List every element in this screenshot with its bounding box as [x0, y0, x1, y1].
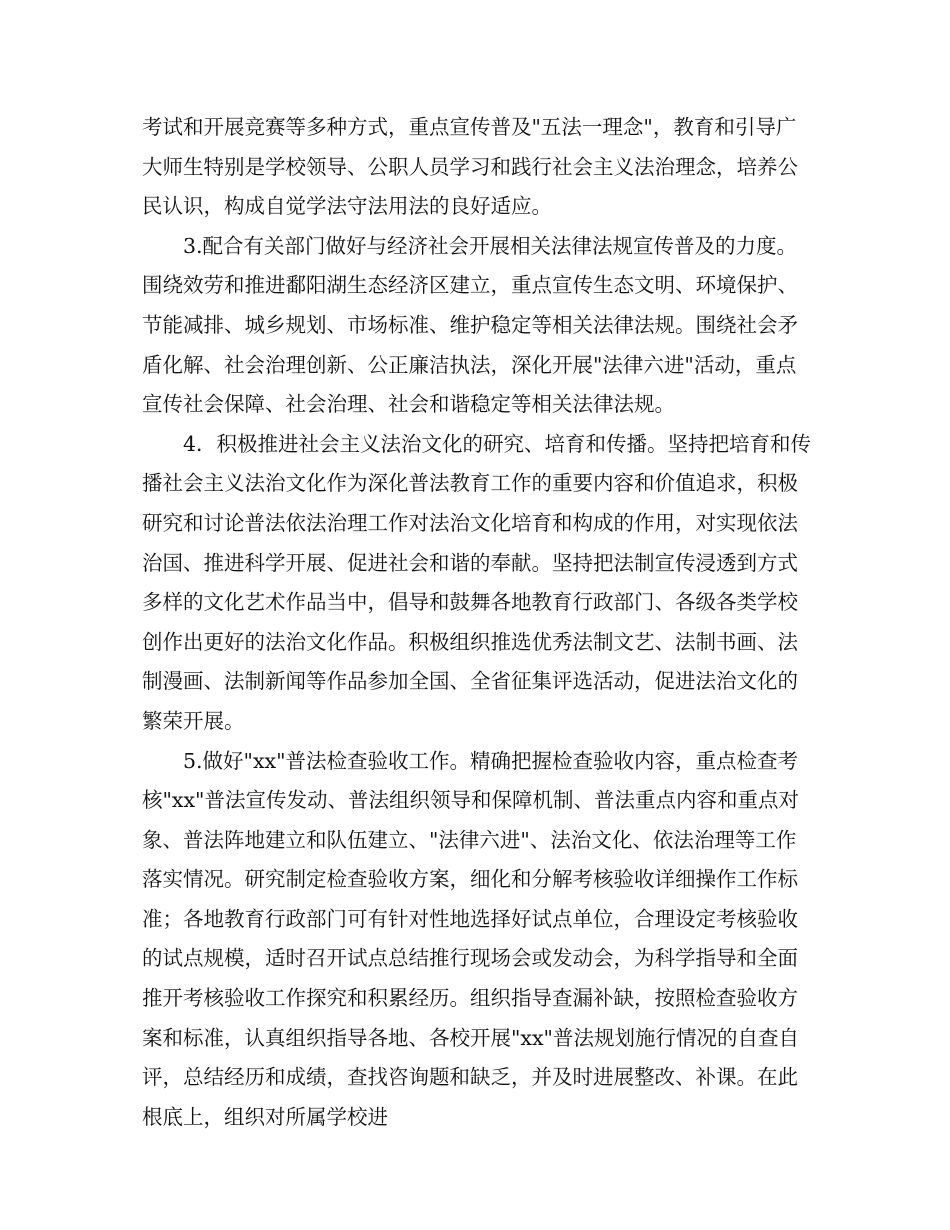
document-body: [142, 108, 814, 1137]
paragraph-item-5: 5.做好"xx"普法检查验收工作。精确把握检查验收内容，重点检查考核"xx"普法宣传发动、普法组织领导和保障机制、普法重点内容和重点对象、普法阵地建立和队伍建立、"法律六进"、法治文化、依法治理等工作落实情况。研究制定检查验收方案，细化和分解考核验收详细操作工作标准；各地教育行政部门可有针对性地选择好试点单位，合理设定考核验收的试点规模，适时召开试点总结推行现场会或发动会，为科学指导和全面推开考核验收工作探究和积累经历。组织指导查漏补缺，按照检查验收方案和标准，认真组织指导各地、各校开展"xx"普法规划施行情况的自查自评，总结经历和成绩，查找咨询题和缺乏，并及时进展整改、补课。在此根底上，组织对所属学校进: [142, 748, 799, 1129]
paragraph-continuation: 考试和开展竞赛等多种方式，重点宣传普及"五法一理念"，教育和引导广大师生特别是学校领导、公职人员学习和践行社会主义法治理念，培养公民认识，构成自觉学法守法用法的良好适应。: [142, 115, 798, 219]
paragraph-item-3: 3.配合有关部门做好与经济社会开展相关法律法规宣传普及的力度。围绕效劳和推进鄱阳湖生态经济区建立，重点宣传生态文明、环境保护、节能减排、城乡规划、市场标准、维护稳定等相关法律法规。围绕社会矛盾化解、社会治理创新、公正廉洁执法，深化开展"法律六进"活动，重点宣传社会保障、社会治理、社会和谐稳定等相关法律法规。: [142, 233, 798, 417]
paragraph-item-4: 4．积极推进社会主义法治文化的研究、培育和传播。坚持把培育和传播社会主义法治文化作为深化普法教育工作的重要内容和价值追求，积极研究和讨论普法依法治理工作对法治文化培育和构成的作用，对实现依法治国、推进科学开展、促进社会和谐的奉献。坚持把法制宣传浸透到方式多样的文化艺术作品当中，倡导和鼓舞各地教育行政部门、各级各类学校创作出更好的法治文化作品。积极组织推选优秀法制文艺、法制书画、法制漫画、法制新闻等作品参加全国、全省征集评选活动，促进法治文化的繁荣开展。: [142, 431, 812, 733]
